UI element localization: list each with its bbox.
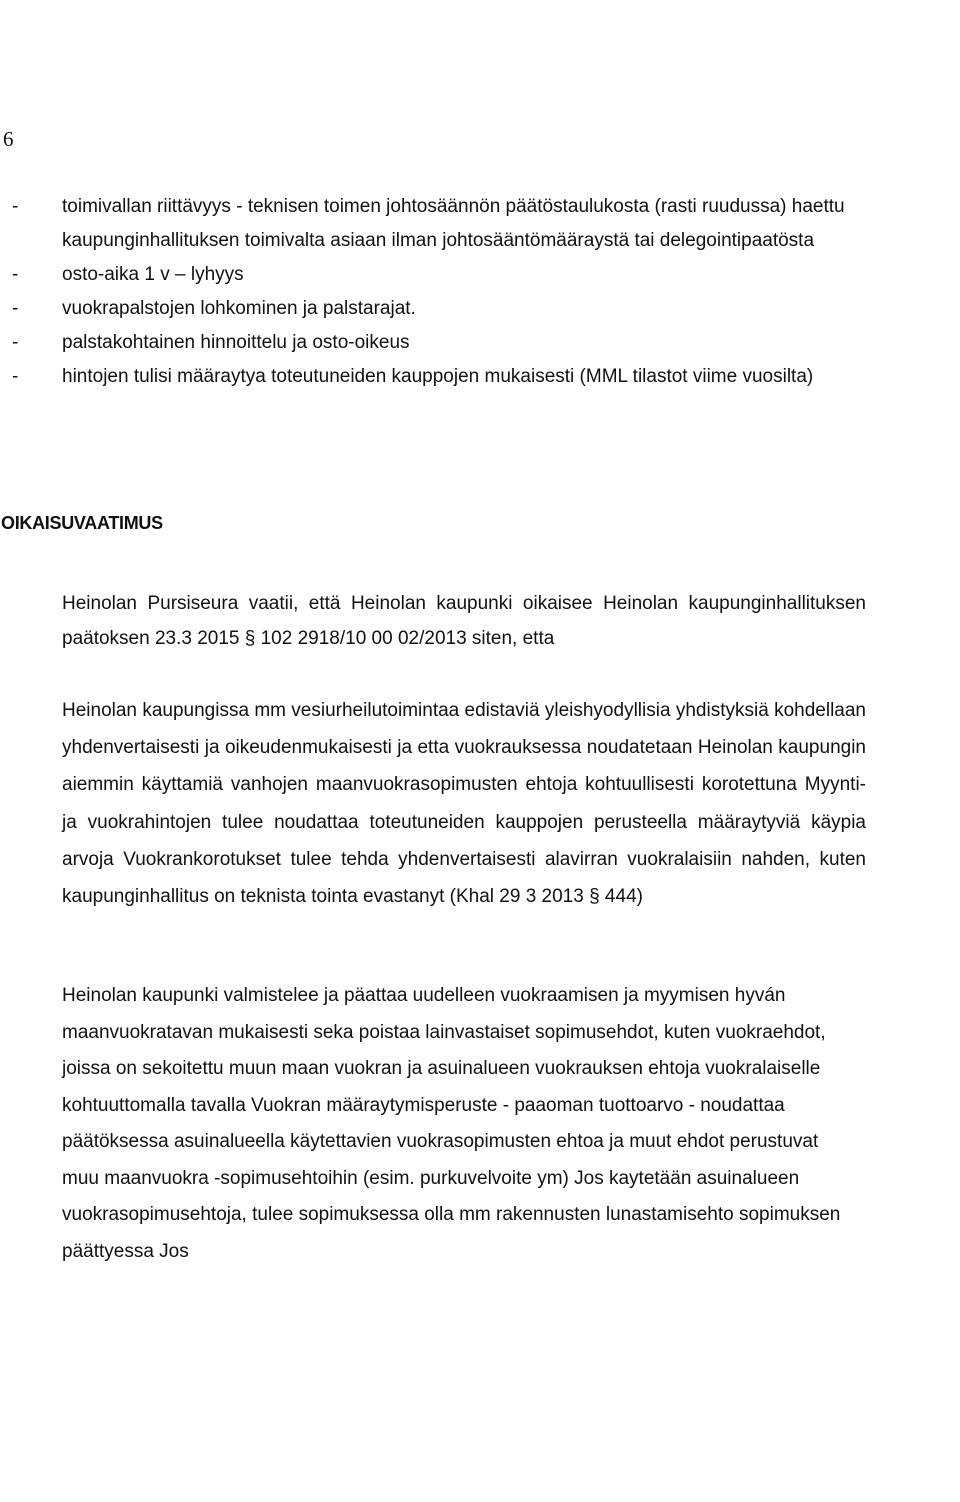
list-item-text: osto-aika 1 v – lyhyys — [62, 264, 244, 285]
list-dash: - — [12, 264, 19, 285]
list-item-text: vuokrapalstojen lohkominen ja palstarajat. — [62, 298, 416, 319]
paragraph-equal-treatment: Heinolan kaupungissa mm vesiurheilutoimintaa edistaviä yleishyodyllisia yhdistyksiä kohdellaan yhdenvertaisesti ja oikeudenmukaisesti ja etta vuokrauksessa noudatetaan Heinolan kaupungin aiemmin käyttamiä vanhojen maanvuokrasopimusten ehtoja kohtuullisesti korotettuna Myynti- ja vuokrahintojen tulee noudattaa toteutuneiden kauppojen perusteella määraytyviä käypia arvoja Vuokrankorotukset tulee tehda yhdenvertaisesti alavirran vuokralaisiin nahden, kuten kaupunginhallitus on teknista tointa evastanyt (Khal 29 3 2013 § 444) — [62, 700, 866, 908]
paragraph-lease-terms: Heinolan kaupunki valmistelee ja päattaa uudelleen vuokraamisen ja myymisen hyván maanvuokratavan mukaisesti seka poistaa lainvastaiset sopimusehdot, kuten vuokraehdot, joissa on sekoitettu muun maan vuokran ja asuinalueen vuokrauksen ehtoja vuokralaiselle kohtuuttomalla tavalla Vuokran määraytymisperuste - paaoman tuottoarvo - noudattaa päätöksessa asuinalueella käytettavien vuokrasopimusten ehtoa ja muut ehdot perustuvat muu maanvuokra -sopimusehtoihin (esim. purkuvelvoite ym) Jos kaytetään asuinalueen vuokrasopimusehtoja, tulee sopimuksessa olla mm rakennusten lunastamisehto sopimuksen päättyessa Jos — [62, 985, 841, 1262]
list-item — [0, 258, 960, 292]
list-item — [0, 292, 960, 326]
list-item-text: toimivallan riittävyys - teknisen toimen johtosäännön päätöstaulukosta (rasti ruudussa) haettu kaupunginhallituksen toimivalta asiaan ilman johtosääntömääraystä tai delegointipaatösta — [62, 196, 845, 251]
list-dash: - — [12, 366, 19, 387]
paragraph-claim: Heinolan Pursiseura vaatii, että Heinolan kaupunki oikaisee Heinolan kaupunginhallituksen paätoksen 23.3 2015 § 102 2918/10 00 02/2013 siten, etta — [62, 593, 866, 649]
page-number: 6 — [3, 127, 14, 151]
list-item-text: palstakohtainen hinnoittelu ja osto-oikeus — [62, 332, 410, 353]
list-dash: - — [12, 298, 19, 319]
list-item-text: hintojen tulisi määraytya toteutuneiden kauppojen mukaisesti (MML tilastot viime vuosilta) — [62, 366, 814, 387]
criteria-list — [0, 190, 960, 394]
list-item — [0, 190, 960, 258]
list-item — [0, 326, 960, 360]
list-item — [0, 360, 960, 394]
list-dash: - — [12, 332, 19, 353]
section-heading: OIKAISUVAATIMUS — [1, 513, 163, 533]
list-dash: - — [12, 196, 19, 217]
